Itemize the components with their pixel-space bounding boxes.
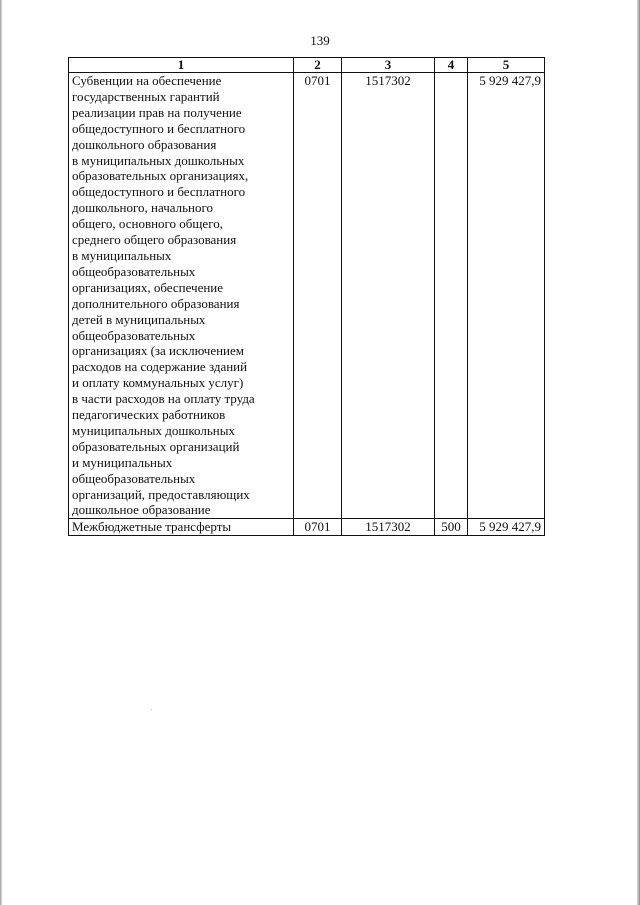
- header-col-3: 3: [342, 58, 435, 73]
- budget-table: [68, 57, 545, 536]
- description-line: организациях, обеспечение: [72, 279, 224, 295]
- description-line: государственных гарантий: [72, 88, 220, 104]
- description-line: детей в муниципальных: [72, 311, 206, 327]
- description-line: организациях (за исключением: [72, 343, 245, 359]
- expense-type-code: 500: [435, 519, 468, 536]
- table-body: [69, 73, 545, 536]
- header-col-2: 2: [294, 58, 342, 73]
- description-line: среднего общего образования: [72, 232, 237, 248]
- page-number: 139: [310, 33, 330, 48]
- description-line: Субвенции на обеспечение: [72, 73, 222, 88]
- description-line: дошкольного образования: [72, 136, 217, 152]
- section-code: 0701: [294, 73, 342, 519]
- description-line: реализации прав на получение: [72, 104, 242, 120]
- description-line: общего, основного общего,: [72, 216, 223, 232]
- header-col-4: 4: [435, 58, 468, 73]
- target-article-code: 1517302: [342, 73, 435, 519]
- description-line: общеобразовательных: [72, 470, 196, 486]
- description-line: расходов на содержание зданий: [72, 359, 248, 375]
- amount-value: 5 929 427,9: [468, 73, 545, 519]
- description-line: в муниципальных: [72, 247, 172, 263]
- expense-type-code: [435, 73, 468, 519]
- header-col-5: 5: [468, 58, 545, 73]
- description-line: общеобразовательных: [72, 327, 196, 343]
- description-line: образовательных организаций: [72, 438, 240, 454]
- row-description: Межбюджетные трансферты: [69, 519, 294, 536]
- header-row: [69, 58, 545, 73]
- section-code: 0701: [294, 519, 342, 536]
- description-line: общедоступного и бесплатного: [72, 120, 246, 136]
- description-line: в муниципальных дошкольных: [72, 152, 245, 168]
- description-line: организаций, предоставляющих: [72, 486, 250, 502]
- description-line: общеобразовательных: [72, 263, 196, 279]
- description-line: дошкольного, начального: [72, 200, 214, 216]
- description-line: образовательных организациях,: [72, 168, 249, 184]
- table-header: [69, 58, 545, 73]
- description-line: педагогических работников: [72, 407, 226, 423]
- target-article-code: 1517302: [342, 519, 435, 536]
- description-line: и муниципальных: [72, 454, 173, 470]
- description-line: в части расходов на оплату труда: [72, 391, 255, 407]
- row-description: [69, 73, 294, 519]
- description-line: и оплату коммунальных услуг): [72, 375, 244, 391]
- description-line: муниципальных дошкольных: [72, 422, 235, 438]
- header-col-1: 1: [69, 58, 294, 73]
- table-row: [69, 519, 545, 536]
- table-row: [69, 73, 545, 519]
- description-line: дополнительного образования: [72, 295, 240, 311]
- description-line: общедоступного и бесплатного: [72, 184, 246, 200]
- scan-edge-left: [0, 0, 2, 905]
- scan-speck: [151, 709, 152, 710]
- amount-value: 5 929 427,9: [468, 519, 545, 536]
- description-line: дошкольное образование: [72, 502, 211, 518]
